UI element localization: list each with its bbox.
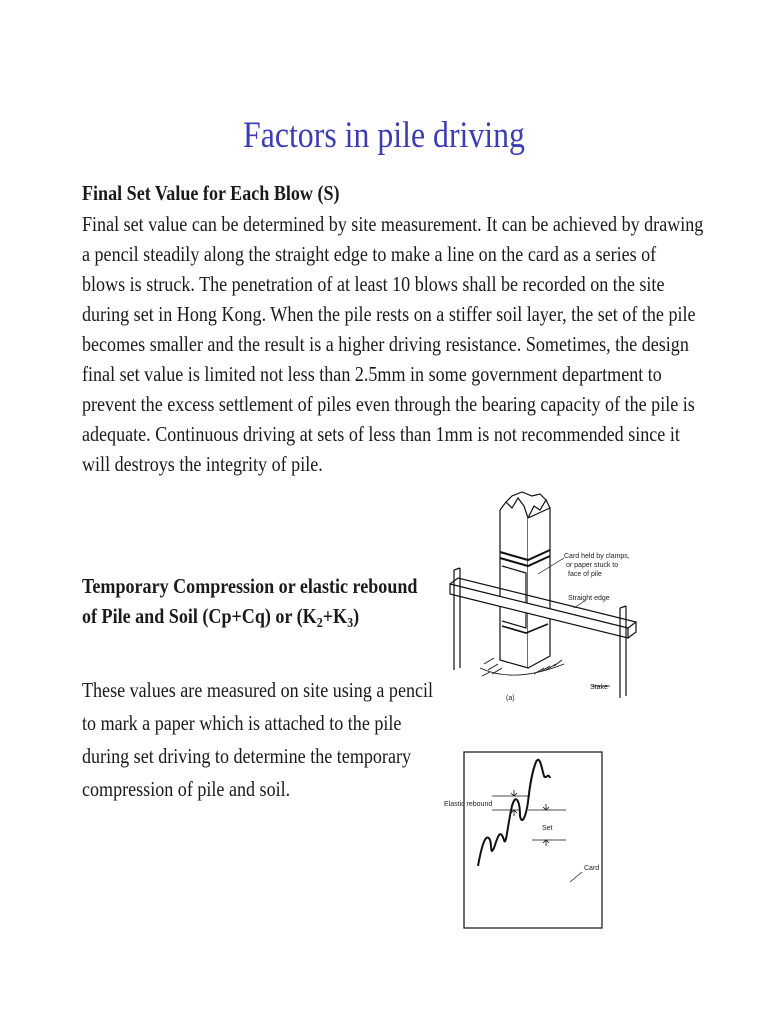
card-label-line: or paper stuck to — [566, 562, 619, 569]
card-label-line: face of pile — [568, 571, 602, 578]
paragraph-line: blows is struck. The penetration of at least 10 blows shall be recorded on the site — [82, 272, 665, 296]
set-label: Set — [542, 825, 553, 832]
subscript: 2 — [316, 616, 323, 631]
heading-text: of Pile and Soil (Cp+Cq) or (K — [82, 604, 317, 628]
paragraph-line: These values are measured on site using a pencil — [82, 678, 434, 702]
paragraph-line: final set value is limited not less than 2.5mm in some government department to — [82, 362, 662, 386]
paragraph-line: during set in Hong Kong. When the pile rests on a stiffer soil layer, the set of the pile — [82, 302, 696, 326]
pile-set-measurement-figure — [414, 488, 650, 720]
paragraph-line: Final set value can be determined by site measurement. It can be achieved by drawing — [82, 212, 704, 236]
section-heading-temporary-compression — [82, 571, 417, 631]
paragraph-line: a pencil steadily along the straight edge to make a line on the card as a series of — [82, 242, 657, 266]
card-label: Card — [584, 865, 600, 872]
paragraph-line: adequate. Continuous driving at sets of less than 1mm is not recommended since it — [82, 422, 680, 446]
card-trace-figure — [420, 744, 640, 934]
paragraph-line: to mark a paper which is attached to the pile — [82, 711, 402, 735]
paragraph-line: becomes smaller and the result is a higher driving resistance. Sometimes, the design — [82, 332, 689, 356]
paragraph-line: during set driving to determine the temporary — [82, 744, 412, 768]
subscript: 3 — [347, 616, 354, 631]
temporary-compression-paragraph — [82, 674, 433, 806]
heading-line: Temporary Compression or elastic rebound — [82, 574, 418, 598]
elastic-rebound-label: Elastic rebound — [444, 801, 493, 808]
final-set-paragraph — [82, 209, 703, 479]
figure-caption: (a) — [506, 695, 515, 702]
paragraph-line: compression of pile and soil. — [82, 777, 291, 801]
page-title: Factors in pile driving — [243, 115, 525, 156]
heading-line — [82, 601, 417, 631]
section-heading-final-set: Final Set Value for Each Blow (S) — [82, 181, 340, 205]
paragraph-line: prevent the excess settlement of piles even through the bearing capacity of the pile is — [82, 392, 695, 416]
paragraph-line: will destroys the integrity of pile. — [82, 452, 323, 476]
card-label-line: Card held by clamps, — [564, 553, 630, 560]
heading-text: +K — [322, 604, 348, 628]
heading-text: ) — [353, 604, 360, 628]
straight-edge-label: Straight edge — [568, 595, 610, 602]
stake-label: Stake — [590, 684, 608, 691]
